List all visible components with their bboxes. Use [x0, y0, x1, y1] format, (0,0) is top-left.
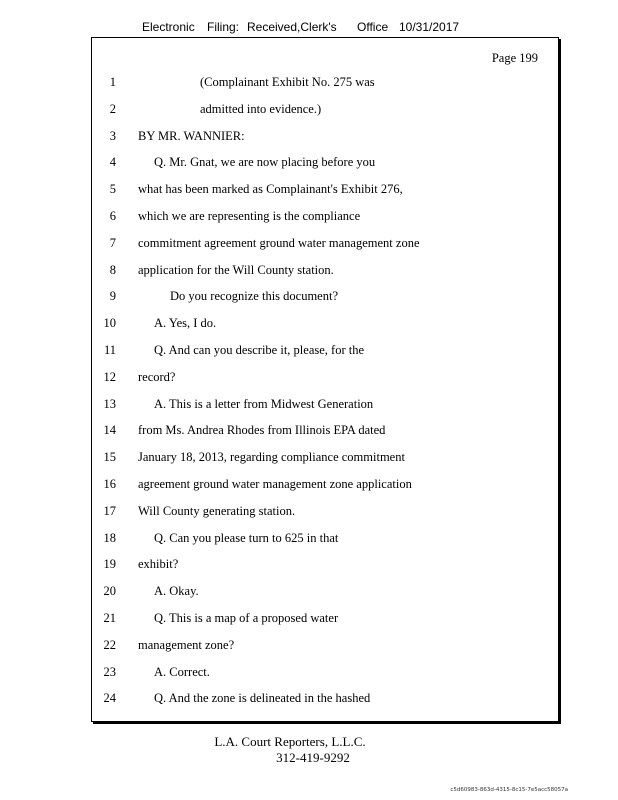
transcript-line: [92, 665, 558, 685]
transcript-line: [92, 611, 558, 631]
footer-phone: 312-419-9292: [276, 750, 350, 765]
transcript-line: [92, 423, 558, 443]
filing-label-electronic: Electronic: [142, 20, 195, 34]
line-number: 14: [103, 423, 116, 438]
line-text: which we are representing is the compliance: [138, 209, 361, 223]
transcript-line: [92, 209, 558, 229]
line-number: 24: [103, 691, 116, 706]
transcript-line: [92, 638, 558, 658]
line-number: 9: [109, 289, 116, 304]
filing-label-filing: Filing:: [207, 20, 240, 34]
line-number: 16: [103, 477, 116, 491]
transcript-line: [92, 102, 558, 122]
line-number: 12: [103, 369, 116, 384]
transcript-line: [92, 129, 558, 149]
line-text: Q. Mr. Gnat, we are now placing before you: [154, 155, 376, 170]
line-text: January 18, 2013, regarding compliance commitment: [138, 450, 405, 465]
transcript-line: [92, 182, 558, 202]
line-number: 11: [103, 343, 116, 357]
line-text: A. Yes, I do.: [154, 316, 217, 331]
line-text: Q. And can you describe it, please, for the: [154, 343, 365, 357]
transcript-line: [92, 584, 558, 604]
line-number: 4: [109, 155, 116, 170]
line-number: 8: [109, 262, 116, 277]
filing-date: 10/31/2017: [399, 20, 460, 34]
line-number: 7: [109, 235, 116, 250]
line-number: 22: [103, 637, 116, 652]
line-text: A. This is a letter from Midwest Generation: [154, 396, 374, 411]
transcript-line: [92, 155, 558, 175]
transcript-line: [92, 691, 558, 711]
line-text: from Ms. Andrea Rhodes from Illinois EPA dated: [138, 423, 386, 438]
filing-label-received: Received,Clerk's: [247, 20, 337, 34]
transcript-line: [92, 504, 558, 524]
transcript-line: [92, 289, 558, 309]
transcript-line: [92, 316, 558, 336]
transcript-line: [92, 397, 558, 417]
footer-reporter-name: L.A. Court Reporters, L.L.C.: [214, 734, 366, 749]
line-number: 18: [103, 530, 116, 545]
line-text: agreement ground water management zone application: [138, 477, 412, 491]
line-number: 3: [109, 128, 116, 143]
line-text: admitted into evidence.): [200, 101, 322, 116]
line-number: 1: [109, 75, 116, 89]
filing-label-office: Office: [357, 20, 389, 34]
document-id: c5d60983-863d-4315-8c15-7e5acc58057a: [450, 787, 568, 793]
transcript-line: [92, 450, 558, 470]
transcript-line: [92, 263, 558, 283]
line-text: application for the Will County station.: [138, 262, 334, 277]
line-number: 13: [103, 396, 116, 411]
filing-stamp-header: [0, 20, 618, 38]
page-number: Page 199: [491, 51, 538, 65]
line-number: 10: [103, 316, 116, 331]
line-number: 17: [103, 503, 116, 518]
transcript-page: [91, 37, 559, 722]
line-text: A. Correct.: [154, 664, 210, 679]
line-text: Q. Can you please turn to 625 in that: [154, 530, 339, 545]
line-number: 15: [103, 450, 116, 465]
line-text: management zone?: [138, 637, 235, 652]
line-text: record?: [138, 369, 176, 384]
line-number: 21: [103, 611, 116, 625]
line-number: 20: [103, 584, 116, 599]
line-number: 5: [109, 182, 116, 197]
line-number: 19: [103, 557, 116, 572]
line-text: (Complainant Exhibit No. 275 was: [200, 75, 375, 89]
line-text: Q. This is a map of a proposed water: [154, 611, 339, 625]
line-number: 2: [109, 101, 116, 116]
transcript-line: [92, 370, 558, 390]
transcript-line: [92, 75, 558, 95]
line-text: Will County generating station.: [138, 503, 296, 518]
line-text: commitment agreement ground water management zone: [138, 235, 420, 250]
line-number: 23: [103, 664, 116, 679]
line-number: 6: [109, 209, 116, 223]
transcript-line: [92, 236, 558, 256]
line-text: A. Okay.: [154, 584, 199, 599]
line-text: BY MR. WANNIER:: [138, 128, 245, 143]
transcript-line: [92, 531, 558, 551]
transcript-line: [92, 557, 558, 577]
transcript-line: [92, 477, 558, 497]
line-text: what has been marked as Complainant's Exhibit 276,: [138, 182, 403, 197]
line-text: Do you recognize this document?: [170, 289, 339, 304]
transcript-line: [92, 343, 558, 363]
line-text: Q. And the zone is delineated in the hashed: [154, 691, 371, 706]
line-text: exhibit?: [138, 557, 179, 572]
